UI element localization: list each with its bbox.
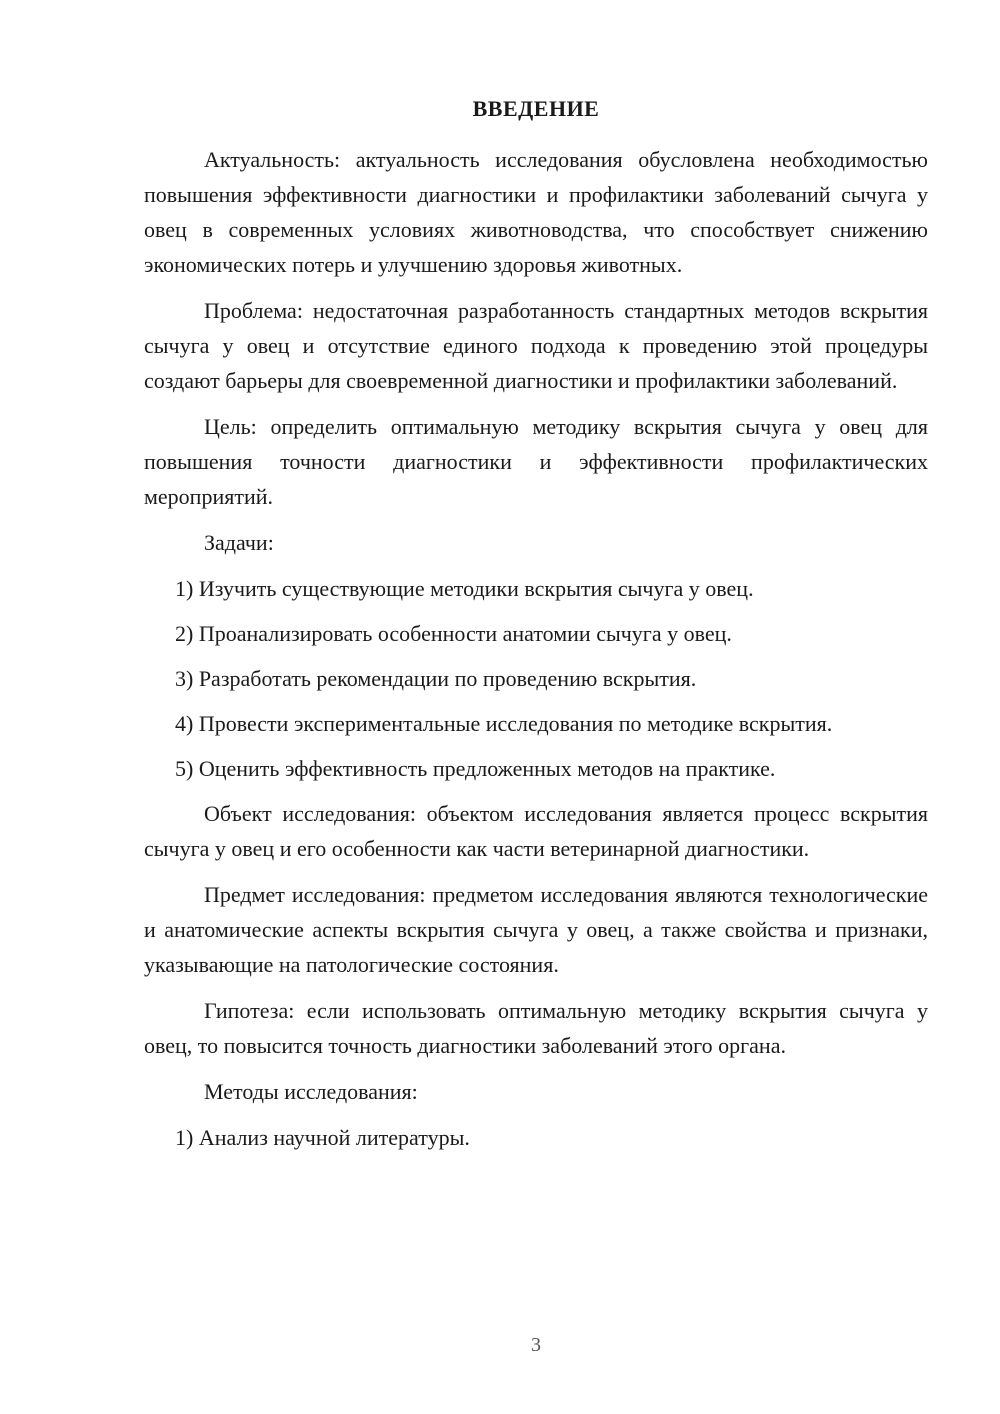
document-body bbox=[144, 142, 928, 1165]
tasks-list bbox=[144, 571, 928, 786]
problem-paragraph: Проблема: недостаточная разработанность стандартных методов вскрытия сычуга у овец и отсутствие единого подхода к проведению этой процедуры создают барьеры для своевременной диагностики и профилактики заболеваний. bbox=[144, 298, 928, 393]
object-paragraph: Объект исследования: объектом исследования является процесс вскрытия сычуга у овец и его особенности как части ветеринарной диагностики. bbox=[144, 801, 928, 861]
list-item: 3) Разработать рекомендации по проведению вскрытия. bbox=[175, 666, 697, 691]
subject-paragraph: Предмет исследования: предметом исследования являются технологические и анатомические аспекты вскрытия сычуга у овец, а также свойства и признаки, указывающие на патологические состояния. bbox=[144, 882, 928, 977]
tasks-heading: Задачи: bbox=[204, 530, 274, 555]
page-number: 3 bbox=[531, 1334, 541, 1356]
methods-heading: Методы исследования: bbox=[204, 1079, 418, 1104]
list-item: 2) Проанализировать особенности анатомии сычуга у овец. bbox=[175, 621, 732, 646]
list-item: 4) Провести экспериментальные исследования по методике вскрытия. bbox=[175, 711, 833, 736]
list-item: 1) Изучить существующие методики вскрытия сычуга у овец. bbox=[175, 576, 754, 601]
page-title: ВВЕДЕНИЕ bbox=[472, 96, 600, 121]
list-item: 5) Оценить эффективность предложенных методов на практике. bbox=[175, 756, 776, 781]
goal-paragraph: Цель: определить оптимальную методику вскрытия сычуга у овец для повышения точности диагностики и эффективности профилактических мероприятий. bbox=[144, 414, 928, 509]
methods-list bbox=[144, 1120, 928, 1155]
relevance-paragraph: Актуальность: актуальность исследования обусловлена необходимостью повышения эффективности диагностики и профилактики заболеваний сычуга у овец в современных условиях животноводства, что способствует снижению экономических потерь и улучшению здоровья животных. bbox=[144, 147, 928, 277]
list-item: 1) Анализ научной литературы. bbox=[175, 1125, 470, 1150]
hypothesis-paragraph: Гипотеза: если использовать оптимальную методику вскрытия сычуга у овец, то повысится точность диагностики заболеваний этого органа. bbox=[144, 998, 928, 1058]
